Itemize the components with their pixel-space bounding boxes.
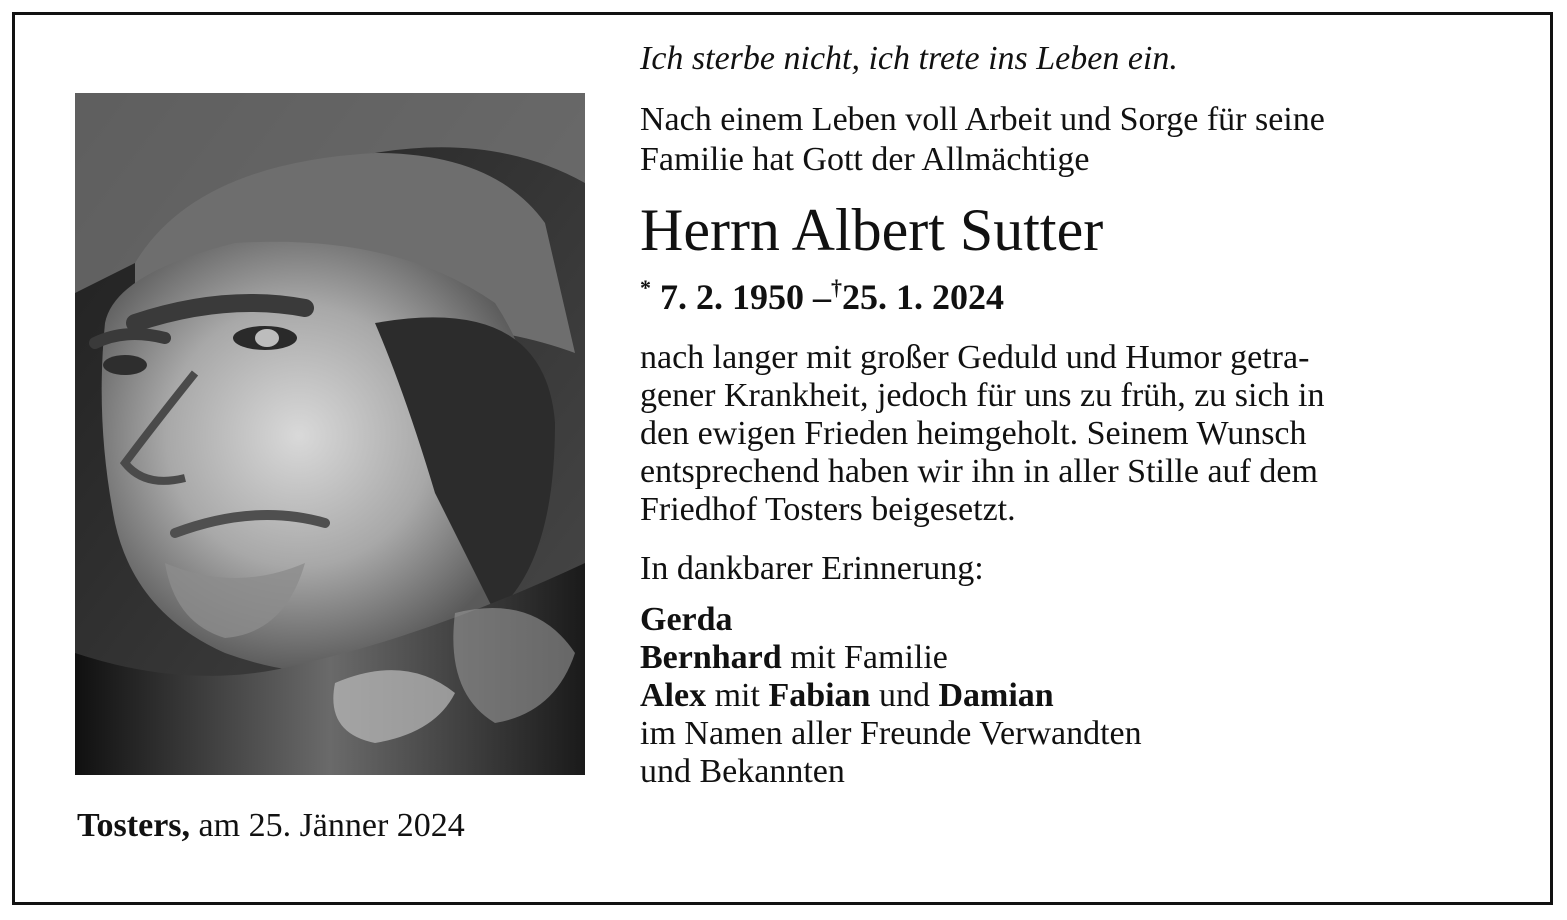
- body-line: den ewigen Frieden heimgeholt. Seinem Wunsch: [640, 415, 1307, 452]
- mourner-closing: und Bekannten: [640, 753, 845, 790]
- body-line: entsprechend haben wir ihn in aller Stille auf dem: [640, 453, 1318, 490]
- mourner-line: [640, 601, 1520, 639]
- mourner-text: mit: [706, 677, 769, 714]
- mourner-fabian: Fabian: [768, 677, 871, 714]
- portrait-photo: [75, 93, 585, 775]
- thanks-heading: In dankbarer Erinnerung:: [640, 550, 984, 587]
- death-symbol: †: [831, 275, 842, 300]
- intro-line: Familie hat Gott der Allmächtige: [640, 141, 1090, 178]
- mourner-text: und: [870, 677, 939, 714]
- place-name: Tosters,: [77, 807, 191, 844]
- obituary-body: [640, 339, 1520, 529]
- mourner-gerda: Gerda: [640, 601, 733, 638]
- body-line: Friedhof Tosters beigesetzt.: [640, 491, 1016, 528]
- mourner-damian: Damian: [938, 677, 1054, 714]
- life-dates: [640, 266, 1520, 319]
- mourner-text: mit Familie: [781, 639, 948, 676]
- mourner-line: [640, 639, 1520, 677]
- intro: [640, 100, 1520, 180]
- body-line: nach langer mit großer Geduld und Humor getra-: [640, 339, 1310, 376]
- birth-symbol: *: [640, 275, 651, 300]
- portrait-illustration: [75, 93, 585, 775]
- birth-date: 7. 2. 1950: [660, 277, 804, 317]
- mourner-alex: Alex: [640, 677, 707, 714]
- motto: Ich sterbe nicht, ich trete ins Leben ein.: [640, 40, 1178, 77]
- issue-date: am 25. Jänner 2024: [190, 807, 465, 844]
- date-separator: –: [813, 277, 831, 317]
- place-and-date: [77, 806, 465, 847]
- body-line: gener Krankheit, jedoch für uns zu früh, zu sich in: [640, 377, 1325, 414]
- intro-line: Nach einem Leben voll Arbeit und Sorge für seine: [640, 101, 1325, 138]
- deceased-name: Herrn Albert Sutter: [640, 197, 1104, 263]
- death-date: 25. 1. 2024: [842, 277, 1004, 317]
- obituary-text: [640, 38, 1520, 791]
- mourner-closing: im Namen aller Freunde Verwandten: [640, 715, 1142, 752]
- mourner-bernhard: Bernhard: [640, 639, 782, 676]
- mourner-line: [640, 677, 1520, 715]
